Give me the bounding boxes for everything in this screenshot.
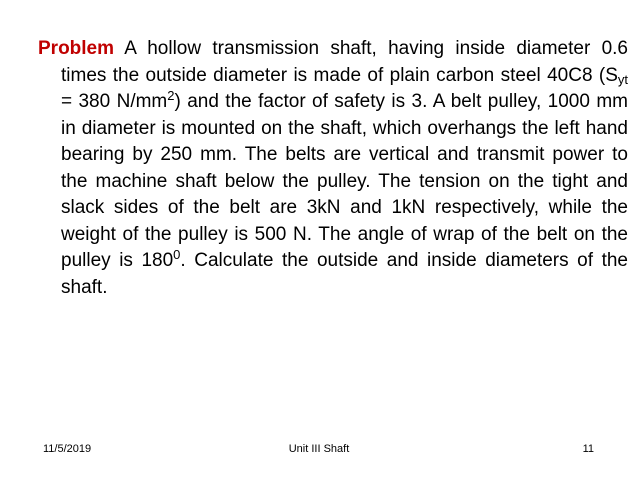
problem-text-part-2: = 380 N/mm xyxy=(61,91,168,112)
problem-statement xyxy=(38,36,628,301)
footer-date: 11/5/2019 xyxy=(43,443,92,455)
footer-title: Unit III Shaft xyxy=(288,443,350,455)
degree-superscript: 0 xyxy=(173,247,181,262)
unit-superscript: 2 xyxy=(167,88,175,103)
problem-text-part-1: A hollow transmission shaft, having inside diameter 0.6 times the outside diameter is made of plain carbon steel 40C8 (S xyxy=(61,38,628,86)
page-number: 11 xyxy=(582,443,594,455)
problem-label: Problem xyxy=(38,38,115,59)
yield-strength-subscript: yt xyxy=(617,71,628,87)
problem-text-part-4: . Calculate the outside and inside diameters of the shaft. xyxy=(61,250,628,298)
problem-text-part-3: ) and the factor of safety is 3. A belt pulley, 1000 mm in diameter is mounted on the shaft, which overhangs the left hand bearing by 250 mm. The belts are vertical and transmit power to the machine shaft below the pulley. The tension on the tight and slack sides of the belt are 3kN and 1kN respectively, while the weight of the pulley is 500 N. The angle of wrap of the belt on the pulley is 180 xyxy=(61,91,628,271)
